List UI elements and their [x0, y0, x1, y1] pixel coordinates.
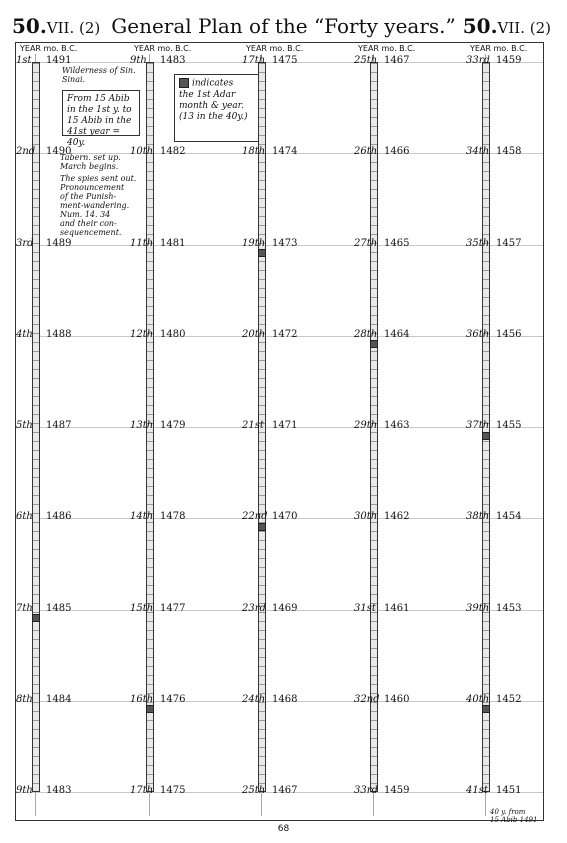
bc-year-label: 1475 — [272, 55, 298, 66]
bc-year-label: 1459 — [496, 55, 522, 66]
bc-year-label: 1486 — [46, 511, 72, 522]
year-label: 10th — [130, 146, 154, 157]
bc-year-label: 1461 — [384, 603, 410, 614]
year-label: 15th — [130, 603, 154, 614]
page-title: General Plan of the “Forty years.” — [111, 14, 456, 38]
year-label: 19th — [242, 238, 266, 249]
bc-year-label: 1491 — [46, 55, 72, 66]
bc-year-label: 1457 — [496, 238, 522, 249]
adar-marker — [258, 523, 266, 531]
year-label: 14th — [130, 511, 154, 522]
year-label: 30th — [354, 511, 378, 522]
year-label: 22nd — [242, 511, 268, 522]
bc-year-label: 1470 — [272, 511, 298, 522]
year-label: 37th — [466, 420, 490, 431]
year-label: 3rd — [16, 238, 34, 249]
signature: 40 y. from 15 Abib 1491 — [490, 808, 538, 824]
reference-left: 50.VII. (2) — [12, 14, 101, 38]
year-label: 28th — [354, 329, 378, 340]
bc-year-label: 1473 — [272, 238, 298, 249]
year-label: 8th — [16, 694, 33, 705]
year-label: 34th — [466, 146, 490, 157]
bc-year-label: 1466 — [384, 146, 410, 157]
year-label: 7th — [16, 603, 33, 614]
page-number: 68 — [277, 824, 290, 834]
bc-year-label: 1476 — [160, 694, 186, 705]
adar-swatch-icon — [179, 78, 189, 88]
note-spies: The spies sent out. Pronouncement of the Punish- ment-wandering. Num. 14. 34 and their con- sequencement. — [60, 174, 137, 237]
bc-year-label: 1474 — [272, 146, 298, 157]
bc-year-label: 1469 — [272, 603, 298, 614]
year-label: 9th — [130, 55, 147, 66]
year-label: 17th — [130, 785, 154, 796]
bc-year-label: 1475 — [160, 785, 186, 796]
bc-year-label: 1467 — [272, 785, 298, 796]
month-bar — [32, 62, 40, 792]
year-label: 35th — [466, 238, 490, 249]
year-label: 18th — [242, 146, 266, 157]
bc-year-label: 1454 — [496, 511, 522, 522]
bc-year-label: 1480 — [160, 329, 186, 340]
bc-year-label: 1483 — [160, 55, 186, 66]
year-label: 21st — [242, 420, 264, 431]
year-label: 31st — [354, 603, 376, 614]
adar-marker — [482, 705, 490, 713]
year-label: 26th — [354, 146, 378, 157]
note-tabernacle: Tabern. set up. March begins. — [60, 153, 121, 171]
bc-year-label: 1477 — [160, 603, 186, 614]
bc-year-label: 1459 — [384, 785, 410, 796]
bc-year-label: 1456 — [496, 329, 522, 340]
year-label: 24th — [242, 694, 266, 705]
bc-year-label: 1468 — [272, 694, 298, 705]
column-header: YEAR mo. B.C. — [20, 44, 78, 53]
bc-year-label: 1472 — [272, 329, 298, 340]
bc-year-label: 1478 — [160, 511, 186, 522]
year-label: 12th — [130, 329, 154, 340]
legend-box: indicates the 1st Adar month & year. (13 in the 40y.) — [174, 74, 264, 142]
column-header: YEAR mo. B.C. — [134, 44, 192, 53]
year-label: 27th — [354, 238, 378, 249]
year-label: 40th — [466, 694, 490, 705]
bc-year-label: 1451 — [496, 785, 522, 796]
year-label: 23rd — [242, 603, 266, 614]
bc-year-label: 1463 — [384, 420, 410, 431]
bc-year-label: 1490 — [46, 146, 72, 157]
year-label: 33rd — [354, 785, 378, 796]
year-label: 32nd — [354, 694, 380, 705]
reference-right: 50.VII. (2) — [462, 14, 551, 38]
bc-year-label: 1484 — [46, 694, 72, 705]
year-label: 5th — [16, 420, 33, 431]
bc-year-label: 1481 — [160, 238, 186, 249]
bc-year-label: 1452 — [496, 694, 522, 705]
bc-year-label: 1483 — [46, 785, 72, 796]
bc-year-label: 1464 — [384, 329, 410, 340]
adar-marker — [370, 340, 378, 348]
year-label: 41st — [466, 785, 488, 796]
year-label: 11th — [130, 238, 154, 249]
bc-year-label: 1453 — [496, 603, 522, 614]
year-label: 36th — [466, 329, 490, 340]
bc-year-label: 1487 — [46, 420, 72, 431]
year-label: 13th — [130, 420, 154, 431]
bc-year-label: 1482 — [160, 146, 186, 157]
adar-marker — [32, 614, 40, 622]
bc-year-label: 1465 — [384, 238, 410, 249]
adar-marker — [146, 705, 154, 713]
column-header: YEAR mo. B.C. — [246, 44, 304, 53]
year-label: 29th — [354, 420, 378, 431]
year-label: 33rd — [466, 55, 490, 66]
year-label: 25th — [242, 785, 266, 796]
bc-year-label: 1467 — [384, 55, 410, 66]
bc-year-label: 1489 — [46, 238, 72, 249]
note-wilderness: Wilderness of Sin. Sinai. — [62, 66, 136, 84]
year-label: 6th — [16, 511, 33, 522]
bc-year-label: 1485 — [46, 603, 72, 614]
year-label: 17th — [242, 55, 266, 66]
year-label: 4th — [16, 329, 33, 340]
adar-marker — [258, 249, 266, 257]
year-label: 1st — [16, 55, 32, 66]
year-label: 25th — [354, 55, 378, 66]
bc-year-label: 1460 — [384, 694, 410, 705]
bc-year-label: 1458 — [496, 146, 522, 157]
bc-year-label: 1462 — [384, 511, 410, 522]
column-header: YEAR mo. B.C. — [470, 44, 528, 53]
year-label: 38th — [466, 511, 490, 522]
bc-year-label: 1488 — [46, 329, 72, 340]
period-note-box: From 15 Abib in the 1st y. to 15 Abib in the 41st year = 40y. — [62, 90, 140, 136]
year-label: 20th — [242, 329, 266, 340]
bc-year-label: 1479 — [160, 420, 186, 431]
year-label: 9th — [16, 785, 33, 796]
column-header: YEAR mo. B.C. — [358, 44, 416, 53]
bc-year-label: 1471 — [272, 420, 298, 431]
year-label: 39th — [466, 603, 490, 614]
adar-marker — [482, 432, 490, 440]
year-label: 16th — [130, 694, 154, 705]
bc-year-label: 1455 — [496, 420, 522, 431]
year-label: 2nd — [16, 146, 36, 157]
